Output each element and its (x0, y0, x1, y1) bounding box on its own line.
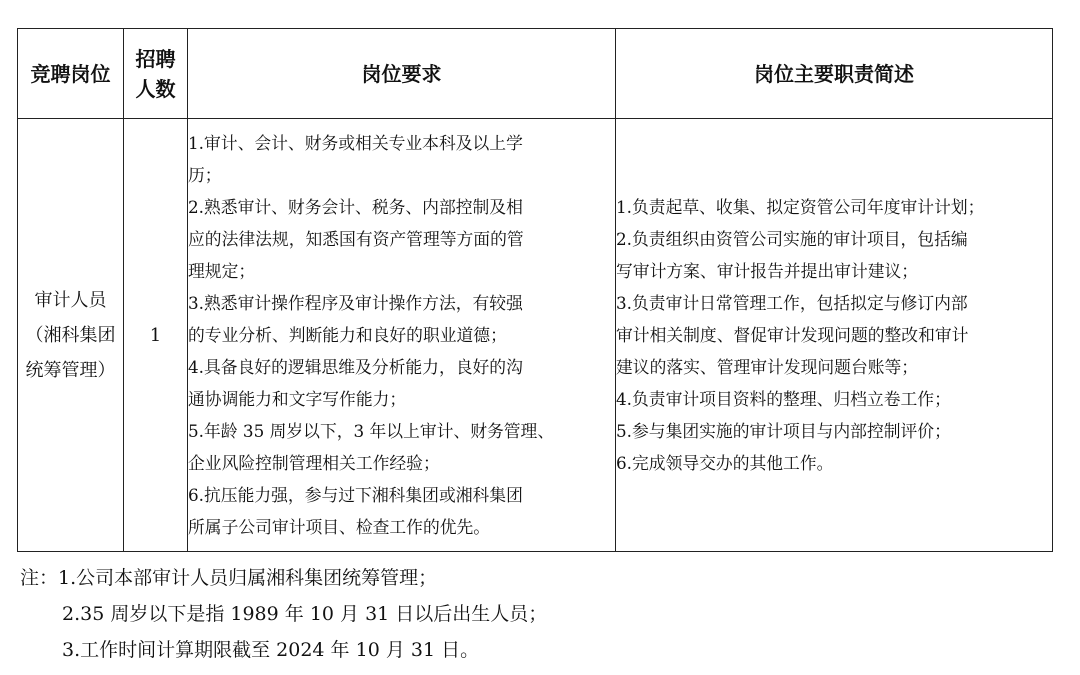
header-count-line1: 招聘 (135, 46, 176, 71)
header-count-line2: 人数 (135, 76, 176, 101)
duty-line: 2.负责组织由资管公司实施的审计项目，包括编 (616, 229, 968, 249)
duty-line: 1.负责起草、收集、拟定资管公司年度审计计划； (616, 197, 985, 217)
duty-line: 审计相关制度、督促审计发现问题的整改和审计 (616, 325, 969, 345)
requirement-line: 应的法律法规，知悉国有资产管理等方面的管 (188, 229, 524, 249)
requirement-line: 3.熟悉审计操作程序及审计操作方法，有较强 (188, 293, 523, 313)
requirement-line: 通协调能力和文字写作能力； (188, 389, 407, 409)
header-duties: 岗位主要职责简述 (616, 29, 1053, 119)
requirements-cell (188, 119, 616, 552)
requirement-line: 2.熟悉审计、财务会计、税务、内部控制及相 (188, 197, 523, 217)
requirement-line: 1.审计、会计、财务或相关专业本科及以上学 (188, 133, 523, 153)
position-cell (18, 119, 124, 552)
duty-line: 建议的落实、管理审计发现问题台账等； (616, 357, 919, 377)
requirement-line: 理规定； (188, 261, 256, 281)
note-line: 注：1.公司本部审计人员归属湘科集团统筹管理； (20, 567, 438, 589)
header-row (18, 29, 1053, 119)
note-line: 3.工作时间计算期限截至 2024 年 10 月 31 日。 (62, 639, 480, 661)
requirement-line: 的专业分析、判断能力和良好的职业道德； (188, 325, 507, 345)
duties-cell (616, 119, 1053, 552)
requirement-line: 所属子公司审计项目、检查工作的优先。 (188, 517, 491, 537)
requirement-line: 历； (188, 165, 222, 185)
duty-line: 5.参与集团实施的审计项目与内部控制评价； (616, 421, 951, 441)
duty-line: 3.负责审计日常管理工作，包括拟定与修订内部 (616, 293, 968, 313)
table-row (18, 119, 1053, 552)
notes (20, 560, 547, 668)
duty-line: 6.完成领导交办的其他工作。 (616, 453, 834, 473)
position-line: 审计人员 (34, 289, 107, 311)
position-line: （湘科集团 (25, 324, 116, 346)
note-line: 2.35 周岁以下是指 1989 年 10 月 31 日以后出生人员； (62, 603, 548, 625)
requirement-line: 企业风险控制管理相关工作经验； (188, 453, 440, 473)
requirement-line: 5.年龄 35 周岁以下，3 年以上审计、财务管理、 (188, 421, 555, 441)
position-line: 统筹管理） (25, 359, 116, 381)
duty-line: 写审计方案、审计报告并提出审计建议； (616, 261, 919, 281)
count-cell: 1 (124, 119, 188, 552)
header-position: 竞聘岗位 (18, 29, 124, 119)
header-requirements: 岗位要求 (188, 29, 616, 119)
header-count (124, 29, 188, 119)
requirement-line: 6.抗压能力强，参与过下湘科集团或湘科集团 (188, 485, 523, 505)
recruitment-table (17, 28, 1053, 552)
requirement-line: 4.具备良好的逻辑思维及分析能力，良好的沟 (188, 357, 523, 377)
duty-line: 4.负责审计项目资料的整理、归档立卷工作； (616, 389, 951, 409)
